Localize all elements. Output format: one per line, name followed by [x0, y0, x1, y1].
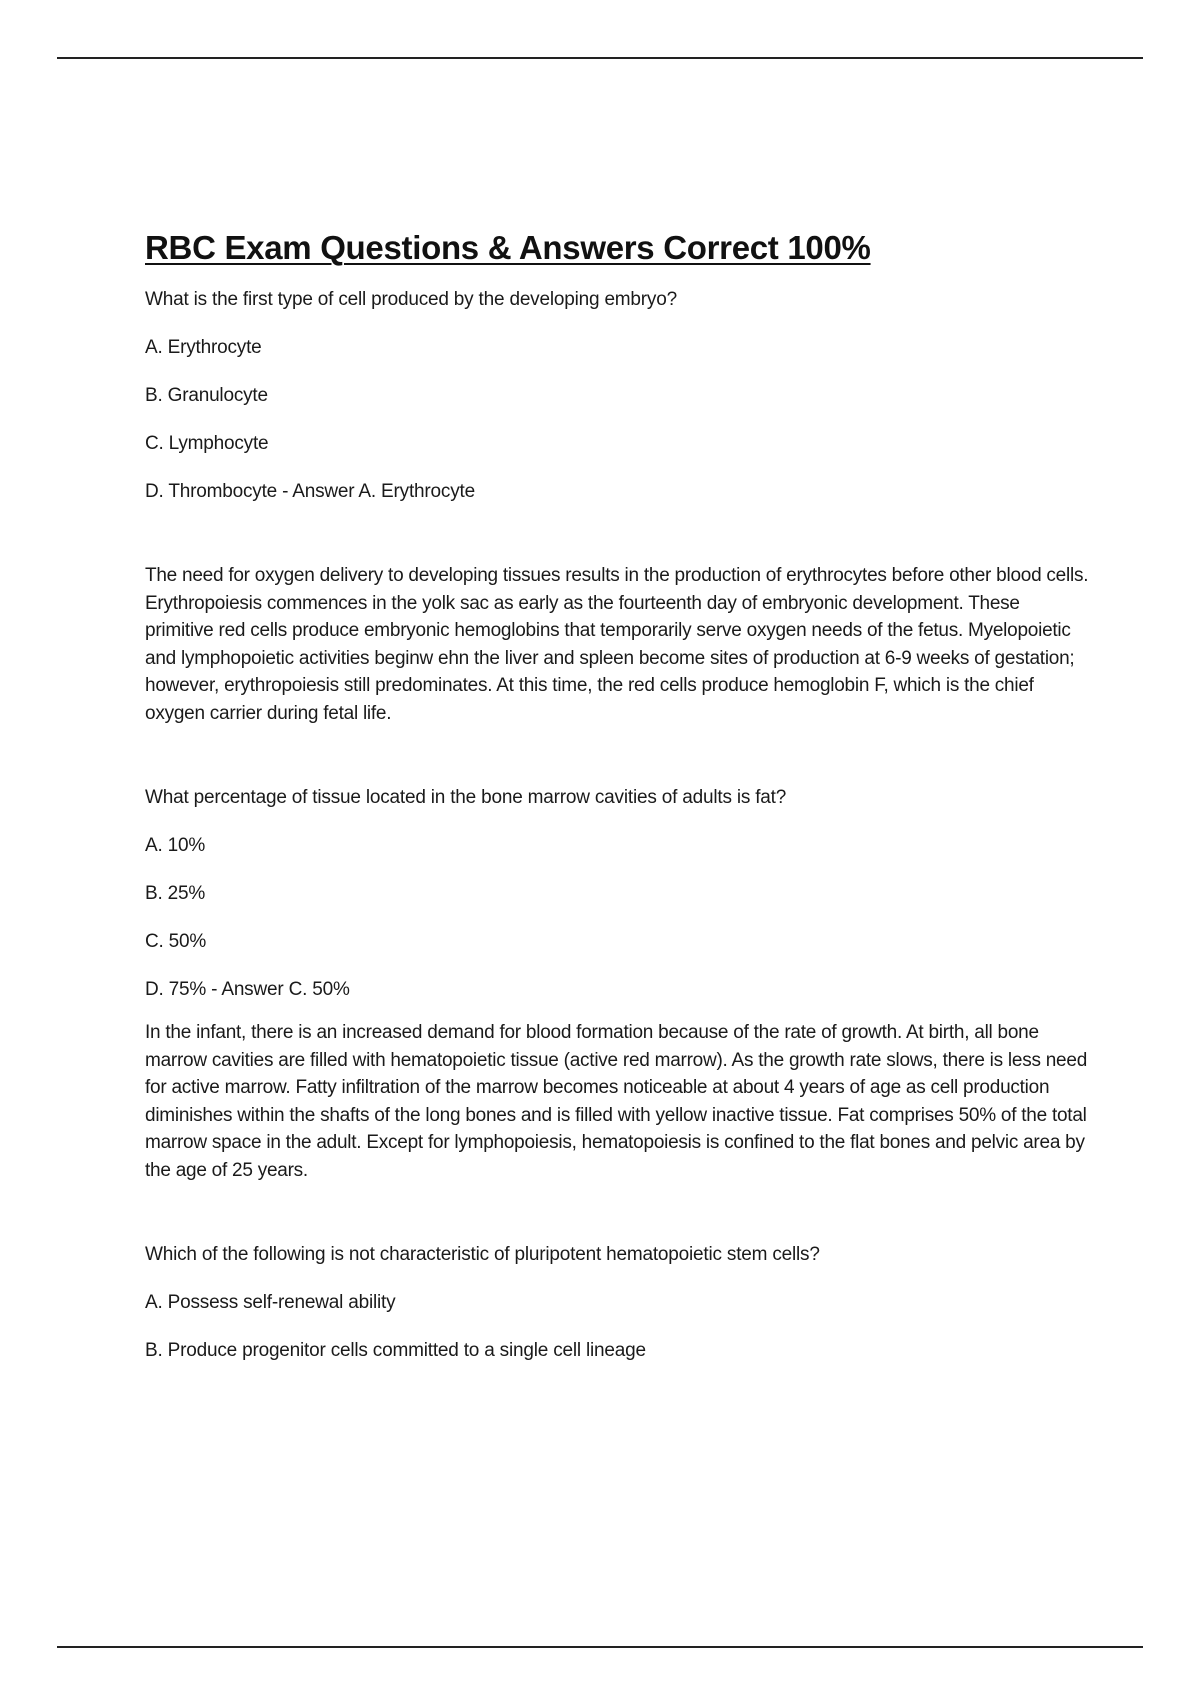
answer-option-with-answer: D. 75% - Answer C. 50% [145, 979, 350, 1000]
answer-option: B. 25% [145, 883, 206, 904]
question-block-3 [145, 1241, 1090, 1364]
question-block-1 [145, 286, 1090, 727]
document-body [145, 226, 1090, 1385]
question-text: Which of the following is not characteristic of pluripotent hematopoietic stem cells? [145, 1244, 820, 1265]
answer-option: A. 10% [145, 835, 206, 856]
question-block-2 [145, 784, 1090, 1184]
answer-option-with-answer: D. Thrombocyte - Answer A. Erythrocyte [145, 481, 475, 502]
answer-option: B. Produce progenitor cells committed to a single cell lineage [145, 1340, 646, 1361]
question-text: What is the first type of cell produced by the developing embryo? [145, 289, 677, 310]
answer-option: C. 50% [145, 931, 207, 952]
answer-option: A. Possess self-renewal ability [145, 1292, 396, 1313]
answer-option: B. Granulocyte [145, 385, 268, 406]
document-title: RBC Exam Questions & Answers Correct 100% [145, 229, 871, 266]
answer-option: A. Erythrocyte [145, 337, 262, 358]
question-text: What percentage of tissue located in the bone marrow cavities of adults is fat? [145, 787, 787, 808]
answer-option: C. Lymphocyte [145, 433, 269, 454]
header-rule [57, 57, 1143, 59]
explanation-paragraph: In the infant, there is an increased demand for blood formation because of the rate of growth. At birth, all bone marrow cavities are filled with hematopoietic tissue (active red marrow). As the growth rate slows, there is less need for active marrow. Fatty infiltration of the marrow becomes noticeable at about 4 years of age as cell production diminishes within the shafts of the long bones and is filled with yellow inactive tissue. Fat comprises 50% of the total marrow space in the adult. Except for lymphopoiesis, hematopoiesis is confined to the flat bones and pelvic area by the age of 25 years. [145, 1022, 1088, 1181]
footer-rule [57, 1646, 1143, 1648]
explanation-paragraph: The need for oxygen delivery to developing tissues results in the production of erythrocytes before other blood cells. Erythropoiesis commences in the yolk sac as early as the fourteenth day of embryonic development. These primitive red cells produce embryonic hemoglobins that temporarily serve oxygen needs of the fetus. Myelopoietic and lymphopoietic activities beginw ehn the liver and spleen become sites of production at 6-9 weeks of gestation; however, erythropoiesis still predominates. At this time, the red cells produce hemoglobin F, which is the chief oxygen carrier during fetal life. [145, 565, 1089, 724]
